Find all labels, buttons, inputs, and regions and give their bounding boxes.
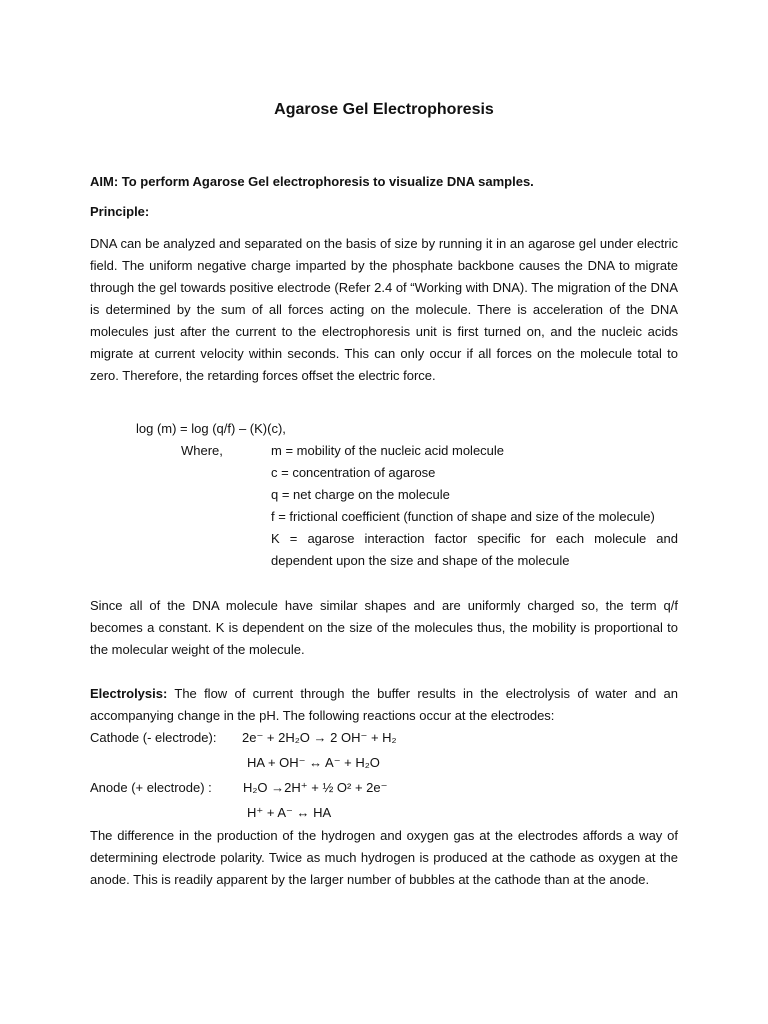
mobility-equation: log (m) = log (q/f) – (K)(c), (136, 421, 286, 436)
anode-label: Anode (+ electrode) : (90, 780, 212, 795)
where-label: Where, (181, 443, 223, 458)
definition-m: m = mobility of the nucleic acid molecule (271, 443, 505, 458)
equation-definitions (271, 440, 678, 572)
anode-reaction-2: H⁺ + A⁻ ↔ HA (247, 805, 332, 820)
definition-f: f = frictional coefficient (function of shape and size of the molecule) (271, 509, 655, 524)
anode-reaction-1: H₂O →2H⁺ + ½ O² + 2e⁻ (243, 780, 388, 795)
polarity-paragraph: The difference in the production of the hydrogen and oxygen gas at the electrodes affords a way of determining electrode polarity. Twice as much hydrogen is produced at the cathode as oxygen at the anode. This is readily apparent by the larger number of bubbles at the cathode than at the anode. (90, 828, 678, 887)
definition-c: c = concentration of agarose (271, 465, 436, 480)
cathode-reaction-2: HA + OH⁻ ↔ A⁻ + H₂O (247, 755, 380, 770)
principle-heading: Principle: (90, 204, 150, 219)
aim-statement: AIM: To perform Agarose Gel electrophoresis to visualize DNA samples. (90, 174, 534, 189)
shape-paragraph: Since all of the DNA molecule have similar shapes and are uniformly charged so, the term q/f becomes a constant. K is dependent on the size of the molecules thus, the mobility is proportional to the molecular weight of the molecule. (90, 598, 678, 657)
principle-paragraph: DNA can be analyzed and separated on the basis of size by running it in an agarose gel under electric field. The uniform negative charge imparted by the phosphate backbone causes the DNA to migrate through the gel towards positive electrode (Refer 2.4 of “Working with DNA). The migration of the DNA is determined by the sum of all forces acting on the molecule. There is acceleration of the DNA molecules just after the current to the electrophoresis unit is first turned on, and the nucleic acids migrate at current velocity within seconds. This can only occur if all forces on the molecule total to zero. Therefore, the retarding forces offset the electric force. (90, 236, 678, 383)
electrolysis-label: Electrolysis: (90, 686, 168, 701)
cathode-label: Cathode (- electrode): (90, 730, 217, 745)
cathode-reaction-1: 2e⁻ + 2H₂O → 2 OH⁻ + H₂ (242, 730, 397, 745)
definition-k: K = agarose interaction factor specific for each molecule and dependent upon the size and shape of the molecule (271, 531, 678, 568)
electrolysis-paragraph (90, 683, 678, 727)
page-title: Agarose Gel Electrophoresis (274, 101, 494, 118)
electrolysis-text: The flow of current through the buffer results in the electrolysis of water and an accompanying change in the pH. The following reactions occur at the electrodes: (90, 686, 678, 723)
definition-q: q = net charge on the molecule (271, 487, 450, 502)
